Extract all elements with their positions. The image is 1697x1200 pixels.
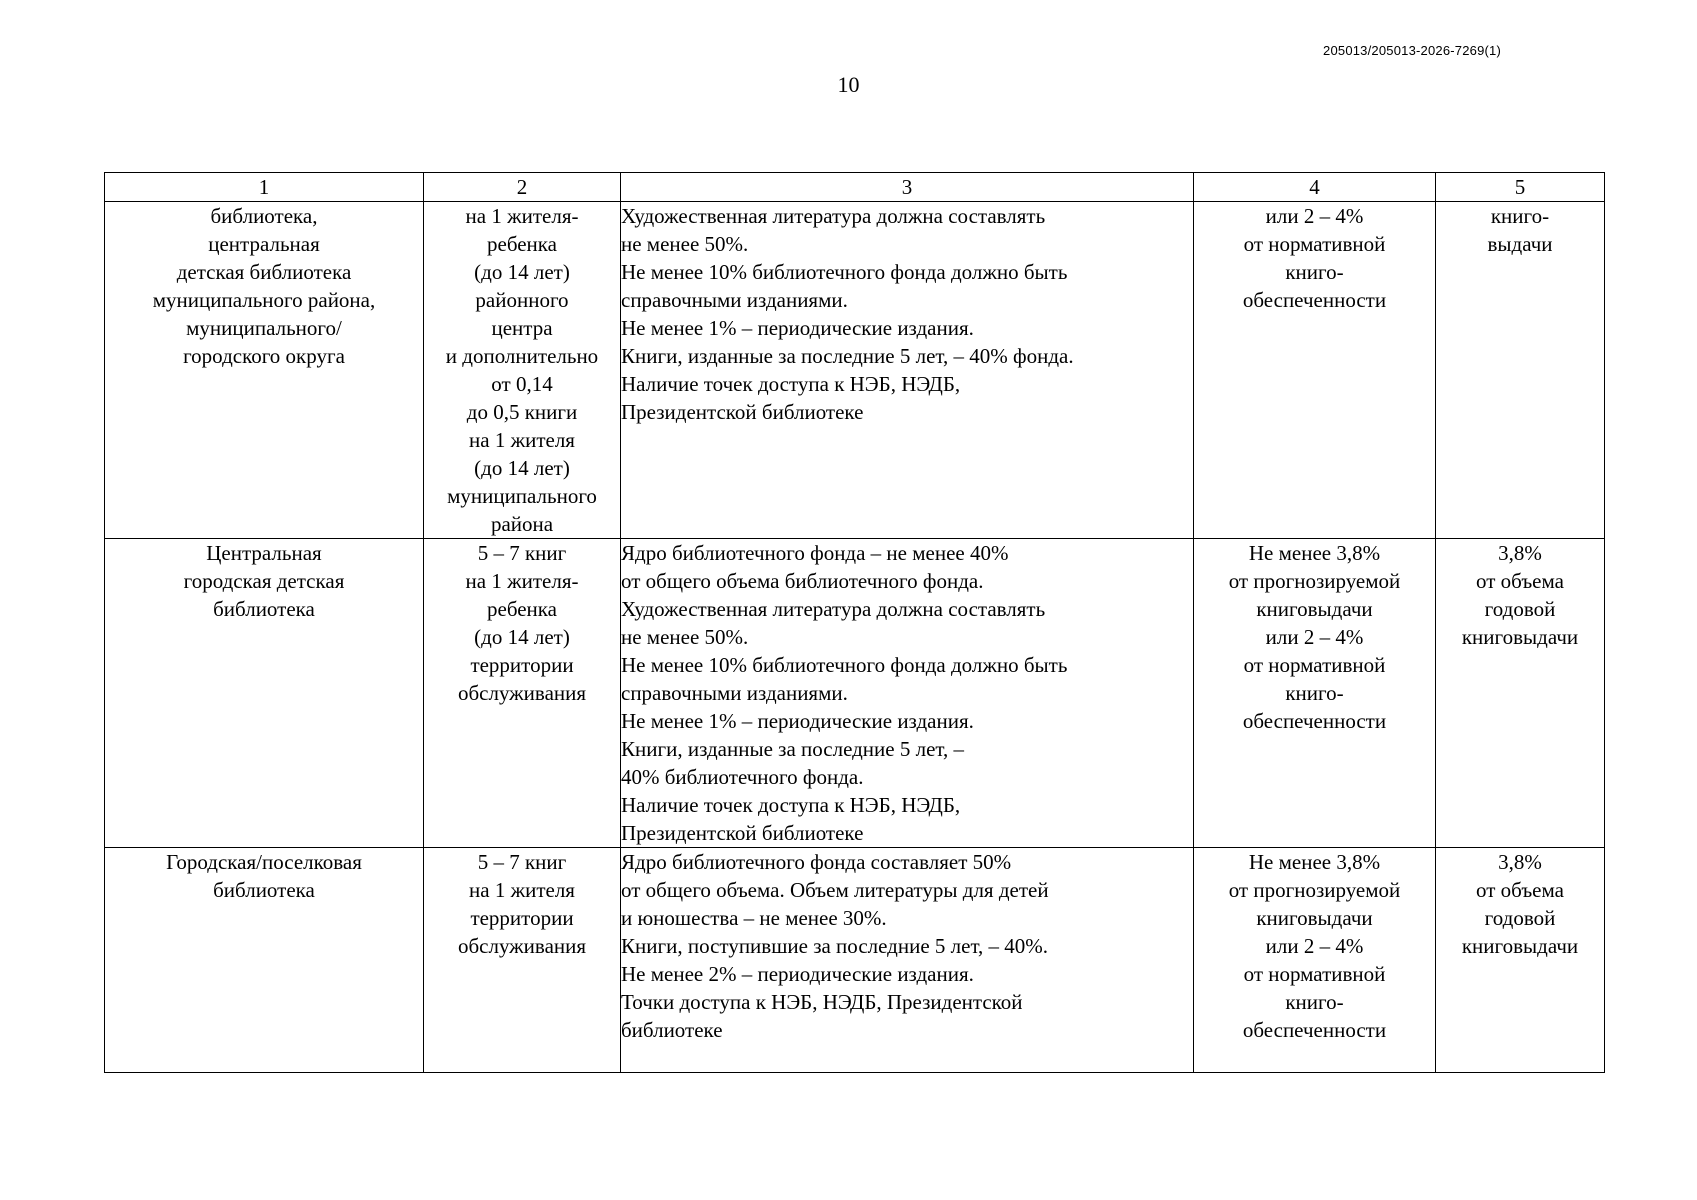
table-row [105,848,1605,1073]
cell-text: Не менее 3,8% от прогнозируемой книговыдачи или 2 – 4% от нормативной книго- обеспеченности [1228,541,1401,733]
fund-structure-cell [621,848,1194,1073]
column-header-4: 4 [1194,173,1436,202]
cell-text: книго- выдачи [1487,204,1553,256]
book-norm-cell [424,202,621,539]
library-type-cell [105,202,424,539]
cell-text: 3,8% от объема годовой книговыдачи [1461,541,1579,649]
library-type-cell [105,848,424,1073]
cell-text: Центральная городская детская библиотека [183,541,345,621]
cell-text: 5 – 7 книг на 1 жителя- ребенка (до 14 лет) территории обслуживания [457,541,587,705]
cell-text: 3,8% от объема годовой книговыдачи [1461,850,1579,958]
column-header-3: 3 [621,173,1194,202]
book-issue-cell [1436,539,1605,848]
table-row [105,202,1605,539]
document-id: 205013/205013-2026-7269(1) [1323,43,1501,58]
cell-text: на 1 жителя- ребенка (до 14 лет) районного центра и дополнительно от 0,14 до 0,5 книги на 1 жителя (до 14 лет) муниципального района [445,204,599,536]
cell-text: Художественная литература должна составлять не менее 50%. Не менее 10% библиотечного фонда должно быть справочными изданиями. Не менее 1% – периодические издания. Книги, изданные за последние 5 лет, – 40% фонда. Наличие точек доступа к НЭБ, НЭДБ, Президентской библиотеке [621,204,1074,424]
page-number: 10 [837,72,860,97]
table-header-row [105,173,1605,202]
book-norm-cell [424,848,621,1073]
book-norm-cell [424,539,621,848]
library-type-cell [105,539,424,848]
column-header-5: 5 [1436,173,1605,202]
cell-text: или 2 – 4% от нормативной книго- обеспеченности [1242,204,1387,312]
book-issue-cell [1436,848,1605,1073]
cell-text: библиотека, центральная детская библиотека муниципального района, муниципального/ городского округа [152,204,376,368]
acquisition-cell [1194,539,1436,848]
cell-text: Не менее 3,8% от прогнозируемой книговыдачи или 2 – 4% от нормативной книго- обеспеченности [1228,850,1401,1042]
cell-text: Городская/поселковая библиотека [166,850,362,902]
fund-structure-cell [621,202,1194,539]
cell-text: 5 – 7 книг на 1 жителя территории обслуживания [457,850,587,958]
norms-table [104,172,1605,1073]
acquisition-cell [1194,202,1436,539]
column-header-1: 1 [105,173,424,202]
book-issue-cell [1436,202,1605,539]
column-header-2: 2 [424,173,621,202]
fund-structure-cell [621,539,1194,848]
cell-text: Ядро библиотечного фонда составляет 50% от общего объема. Объем литературы для детей и юношества – не менее 30%. Книги, поступившие за последние 5 лет, – 40%. Не менее 2% – периодические издания. Точки доступа к НЭБ, НЭДБ, Президентской библиотеке [621,850,1049,1042]
cell-text: Ядро библиотечного фонда – не менее 40% от общего объема библиотечного фонда. Художественная литература должна составлять не менее 50%. Не менее 10% библиотечного фонда должно быть справочными изданиями. Не менее 1% – периодические издания. Книги, изданные за последние 5 лет, – 40% библиотечного фонда. Наличие точек доступа к НЭБ, НЭДБ, Президентской библиотеке [621,541,1068,845]
acquisition-cell [1194,848,1436,1073]
table-row [105,539,1605,848]
